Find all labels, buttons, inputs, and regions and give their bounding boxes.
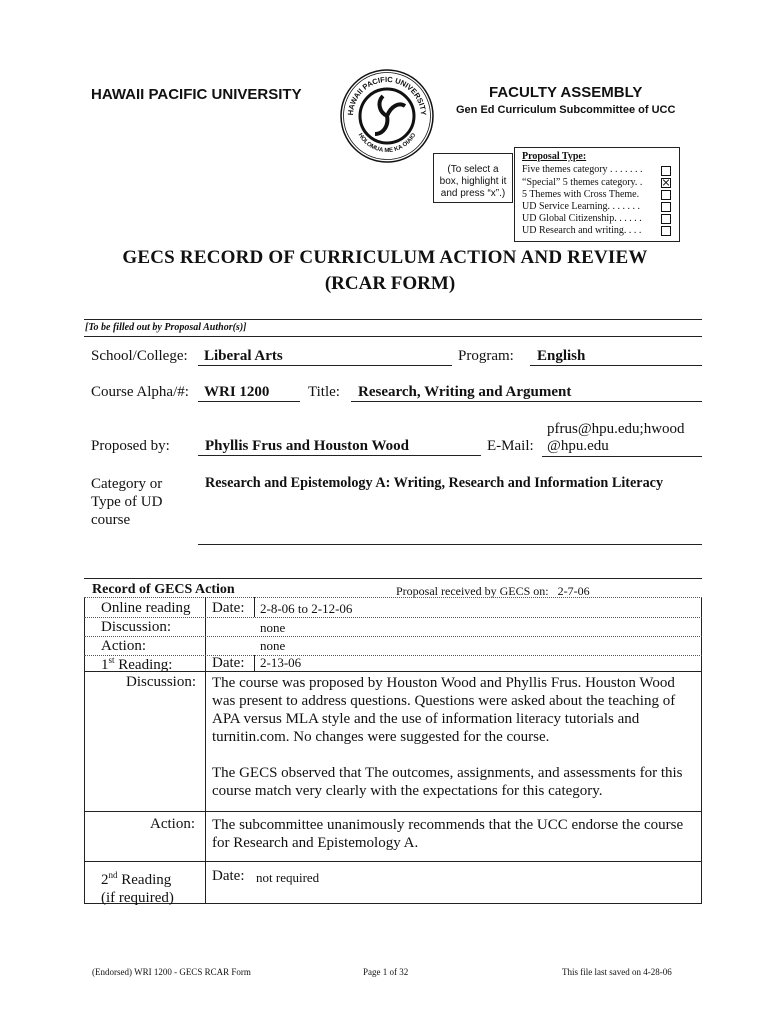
first-reading-num: 1 — [101, 657, 109, 673]
row-divider — [84, 617, 702, 619]
column-divider — [254, 655, 255, 671]
date-label: Date: — [212, 600, 245, 616]
category-label-line-2: Type of UD — [91, 494, 163, 510]
proposal-option-label: 5 Themes with Cross Theme. — [522, 189, 640, 200]
proposed-by-label: Proposed by: — [91, 438, 170, 454]
second-reading-num: 2 — [101, 872, 109, 888]
proposal-option-label: Five themes category . . . . . . . — [522, 164, 643, 175]
program-label: Program: — [458, 348, 514, 364]
category-label — [91, 475, 162, 529]
second-reading-required: (if required) — [101, 890, 174, 906]
date-label: Date: — [212, 655, 245, 671]
discussion-label: Discussion: — [126, 674, 197, 690]
date-label: Date: — [212, 868, 245, 884]
first-reading-label — [101, 655, 172, 674]
second-reading-sup: nd — [108, 870, 118, 880]
discussion-label: Discussion: — [101, 619, 172, 635]
row-divider — [84, 636, 702, 638]
category-underline — [198, 544, 702, 545]
action-value: none — [260, 638, 286, 653]
proposal-option-checkbox[interactable] — [661, 190, 671, 200]
action-label: Action: — [150, 816, 195, 832]
second-reading-date: not required — [256, 870, 320, 885]
title-field[interactable]: Research, Writing and Argument — [351, 384, 702, 402]
subcommittee-name: Gen Ed Curriculum Subcommittee of UCC — [456, 104, 676, 116]
second-reading-word: Reading — [117, 872, 172, 888]
school-label: School/College: — [91, 348, 188, 364]
proposal-option-checkbox[interactable] — [661, 202, 671, 212]
title-label: Title: — [308, 384, 340, 400]
university-name: HAWAII PACIFIC UNIVERSITY — [91, 86, 302, 103]
received-label-text: Proposal received by GECS on: — [396, 584, 549, 598]
form-title-line-1: GECS RECORD OF CURRICULUM ACTION AND REVIEW — [122, 247, 648, 268]
proposal-option-checkbox-checked[interactable] — [661, 178, 671, 188]
course-label: Course Alpha/#: — [91, 384, 189, 400]
discussion-value: none — [260, 620, 286, 635]
first-reading-sup: st — [108, 655, 115, 665]
discussion-paragraph: The GECS observed that The outcomes, assignments, and assessments for this course match very clearly with the expectations for this category. — [212, 765, 683, 799]
faculty-assembly: FACULTY ASSEMBLY — [489, 84, 643, 101]
category-label-line-3: course — [91, 512, 131, 528]
action-label: Action: — [101, 638, 146, 654]
row-divider — [84, 671, 702, 672]
seal-top-text: HAWAII PACIFIC UNIVERSITY — [345, 74, 429, 116]
proposal-option-label: “Special” 5 themes category. . — [522, 177, 643, 188]
proposal-option-label: UD Research and writing. . . . — [522, 225, 642, 236]
proposal-option-label: UD Service Learning. . . . . . . — [522, 201, 641, 212]
online-reading-label: Online reading — [101, 600, 191, 616]
university-seal-logo — [339, 68, 435, 164]
email-line-2: @hpu.edu — [547, 438, 609, 454]
instruction-line-1: (To select a — [447, 164, 499, 175]
footer-page: Page 1 of 32 — [363, 967, 409, 977]
instruction-line-2: box, highlight it — [439, 176, 507, 187]
discussion-text — [212, 674, 696, 800]
column-divider — [205, 597, 206, 904]
first-reading-date: 2-13-06 — [260, 655, 302, 670]
category-label-line-1: Category or — [91, 476, 163, 492]
divider — [84, 319, 702, 320]
instruction-box — [433, 153, 513, 203]
email-line-1: pfrus@hpu.edu;hwood — [547, 421, 685, 437]
form-title-line-2: (RCAR FORM) — [324, 273, 456, 294]
email-label: E-Mail: — [487, 438, 534, 454]
program-field[interactable]: English — [530, 348, 702, 366]
second-reading-label — [101, 866, 174, 907]
footer-right: This file last saved on 4-28-06 — [562, 967, 672, 977]
discussion-paragraph: The course was proposed by Houston Wood and Phyllis Frus. Houston Wood was present to address questions. Questions were asked about the teaching of APA versus MLA style and the use of information literacy tutorials and turnitin.com. No changes were suggested for the course. — [212, 675, 676, 745]
row-divider — [84, 597, 702, 599]
seal-bottom-text: HOLOMUA ME KA OIAIO — [356, 132, 418, 155]
row-divider — [84, 811, 702, 812]
proposal-option-checkbox[interactable] — [661, 166, 671, 176]
footer-left: (Endorsed) WRI 1200 - GECS RCAR Form — [92, 967, 251, 977]
course-field[interactable]: WRI 1200 — [198, 384, 300, 402]
row-divider — [84, 655, 702, 657]
email-underline — [542, 456, 702, 457]
proposed-by-field[interactable]: Phyllis Frus and Houston Wood — [198, 438, 481, 456]
school-field[interactable]: Liberal Arts — [198, 348, 452, 366]
category-field[interactable]: Research and Epistemology A: Writing, Research and Information Literacy — [205, 475, 664, 491]
first-reading-word: Reading: — [114, 657, 173, 673]
divider — [84, 336, 702, 337]
received-date: 2-7-06 — [557, 584, 590, 598]
proposal-option-checkbox[interactable] — [661, 214, 671, 224]
author-note: [To be filled out by Proposal Author(s)] — [85, 322, 247, 333]
record-heading: Record of GECS Action — [92, 582, 235, 597]
action-text: The subcommittee unanimously recommends that the UCC endorse the course for Research and Epistemology A. — [212, 817, 684, 851]
proposal-option-checkbox[interactable] — [661, 226, 671, 236]
record-top-rule — [84, 578, 702, 579]
instruction-line-3: and press “x”.) — [440, 188, 506, 199]
proposal-type-heading: Proposal Type: — [522, 151, 587, 162]
email-field[interactable] — [547, 421, 685, 455]
column-divider — [254, 597, 255, 617]
proposal-option-label: UD Global Citizenship. . . . . . — [522, 213, 642, 224]
online-reading-date: 2-8-06 to 2-12-06 — [260, 601, 353, 616]
row-divider — [84, 861, 702, 862]
